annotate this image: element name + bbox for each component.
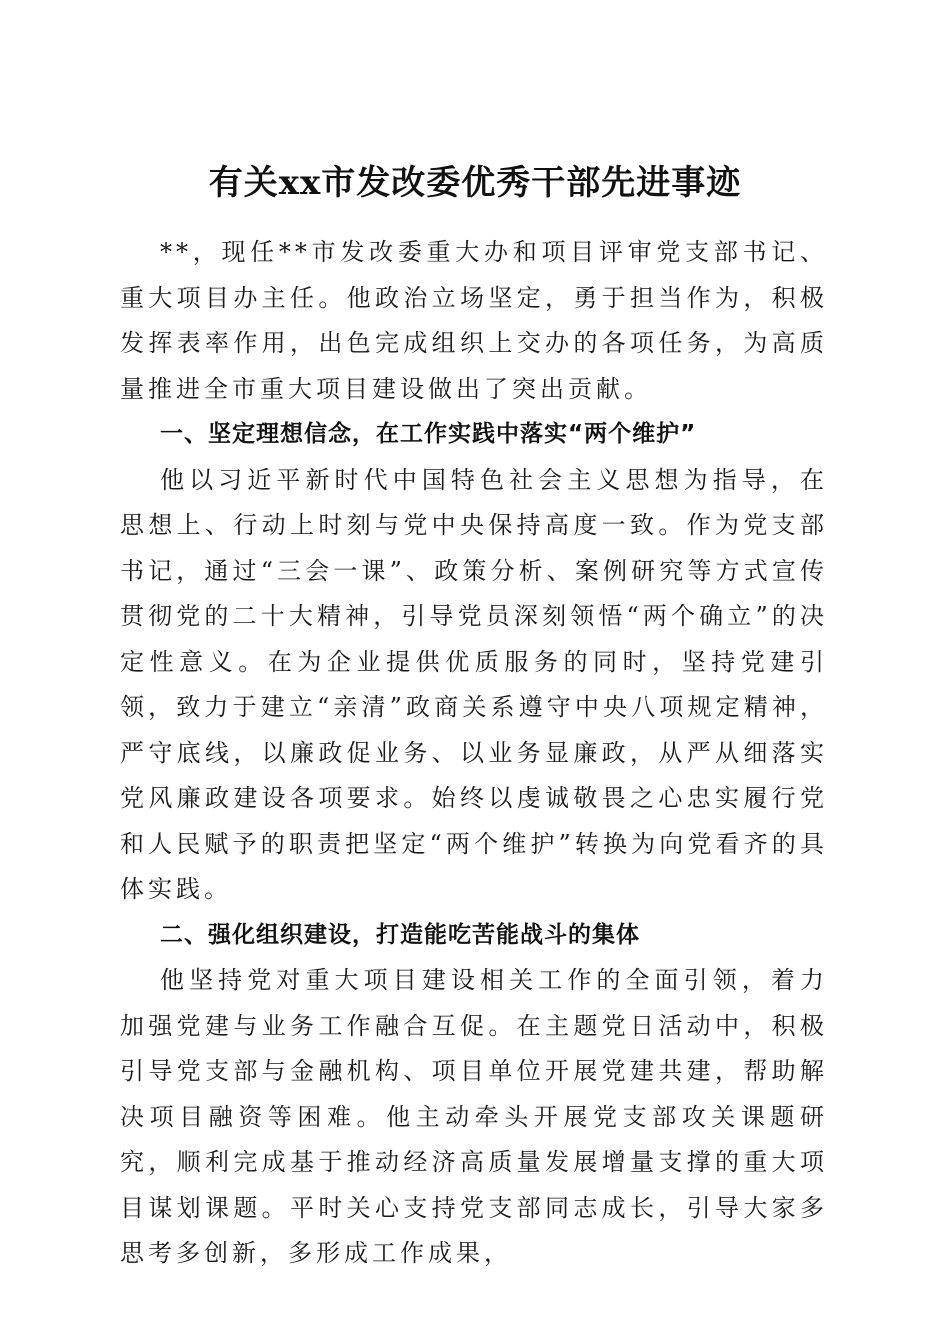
document-body bbox=[120, 230, 828, 1277]
section-1-heading: 一、坚定理想信念，在工作实践中落实“两个维护” bbox=[160, 421, 697, 447]
section-2-heading: 二、强化组织建设，打造能吃苦能战斗的集体 bbox=[160, 921, 640, 948]
intro-paragraph: **，现任**市发改委重大办和项目评审党支部书记、重大项目办主任。他政治立场坚定，勇于担当作为，积极发挥表率作用，出色完成组织上交办的各项任务，为高质量推进全市重大项目建设做出了突出贡献。 bbox=[120, 238, 828, 403]
section-1-paragraph: 他以习近平新时代中国特色社会主义思想为指导，在思想上、行动上时刻与党中央保持高度一致。作为党支部书记，通过“三会一课”、政策分析、案例研究等方式宣传贯彻党的二十大精神，引导党员深刻领悟“两个确立”的决定性意义。在为企业提供优质服务的同时，坚持党建引领，致力于建立“亲清”政商关系遵守中央八项规定精神，严守底线，以廉政促业务、以业务显廉政，从严从细落实党风廉政建设各项要求。始终以虔诚敬畏之心忠实履行党和人民赋予的职责把坚定“两个维护”转换为向党看齐的具体实践。 bbox=[120, 465, 828, 903]
document-title: 有关xx市发改委优秀干部先进事迹 bbox=[208, 162, 742, 203]
section-2-paragraph: 他坚持党对重大项目建设相关工作的全面引领，着力加强党建与业务工作融合互促。在主题党日活动中，积极引导党支部与金融机构、项目单位开展党建共建，帮助解决项目融资等困难。他主动牵头开展党支部攻关课题研究，顺利完成基于推动经济高质量发展增量支撑的重大项目谋划课题。平时关心支持党支部同志成长，引导大家多思考多创新，多形成工作成果， bbox=[120, 966, 828, 1267]
